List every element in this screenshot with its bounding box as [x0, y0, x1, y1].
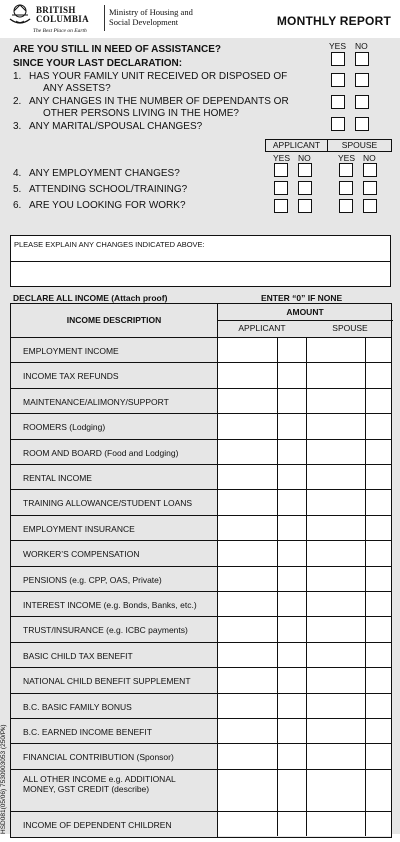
- amount-cell-divider: [306, 718, 307, 743]
- applicant-amount-dollars-cell[interactable]: [218, 363, 277, 387]
- applicant-amount-dollars-cell[interactable]: [218, 490, 277, 514]
- spouse-amount-dollars-cell[interactable]: [307, 694, 365, 718]
- amount-header-divider: [217, 320, 393, 321]
- amount-cell-divider: [365, 337, 366, 362]
- income-row-label: FINANCIAL CONTRIBUTION (Sponsor): [23, 752, 174, 763]
- spouse-amount-cents-cell[interactable]: [366, 414, 391, 438]
- income-row: [11, 693, 391, 718]
- applicant-amount-dollars-cell[interactable]: [218, 440, 277, 464]
- amount-cell-divider: [365, 439, 366, 464]
- q5-spouse-yes-checkbox[interactable]: [339, 181, 353, 195]
- income-row-label: NATIONAL CHILD BENEFIT SUPPLEMENT: [23, 676, 191, 687]
- q1-no-checkbox[interactable]: [355, 73, 369, 87]
- amount-cell-divider: [306, 388, 307, 413]
- applicant-yes-header: YES: [273, 153, 291, 163]
- logo-tagline: The Best Place on Earth: [33, 28, 87, 34]
- spouse-amount-cents-cell[interactable]: [366, 363, 391, 387]
- applicant-amount-cents-cell[interactable]: [278, 414, 306, 438]
- applicant-amount-dollars-cell[interactable]: [218, 465, 277, 489]
- amount-cell-divider: [306, 439, 307, 464]
- spouse-no-header: NO: [363, 153, 376, 163]
- income-row: [11, 413, 391, 438]
- income-table: [10, 303, 392, 838]
- q4-spouse-yes-checkbox[interactable]: [339, 163, 353, 177]
- income-row: [11, 667, 391, 692]
- applicant-amount-dollars-cell[interactable]: [218, 694, 277, 718]
- amount-cell-divider: [365, 693, 366, 718]
- applicant-amount-cents-cell[interactable]: [278, 389, 306, 413]
- income-row-label: ALL OTHER INCOME e.g. ADDITIONAL MONEY, GST CREDIT (describe): [23, 773, 176, 794]
- q5-text: ATTENDING SCHOOL/TRAINING?: [29, 184, 188, 195]
- spouse-amount-cents-cell[interactable]: [366, 440, 391, 464]
- q4-number: 4.: [13, 168, 22, 179]
- income-row-label: ROOMERS (Lodging): [23, 422, 106, 433]
- amount-cell-divider: [277, 540, 278, 565]
- income-row: [11, 811, 391, 836]
- applicant-amount-cents-cell[interactable]: [278, 592, 306, 616]
- spouse-amount-dollars-cell[interactable]: [307, 592, 365, 616]
- applicant-amount-dollars-cell[interactable]: [218, 643, 277, 667]
- amount-cell-divider: [277, 591, 278, 616]
- income-row-label: INTEREST INCOME (e.g. Bonds, Banks, etc.): [23, 600, 197, 610]
- income-row-label: WORKER’S COMPENSATION: [23, 549, 140, 560]
- amount-cell-divider: [306, 413, 307, 438]
- applicant-amount-dollars-cell[interactable]: [218, 414, 277, 438]
- income-row: [11, 616, 391, 641]
- q4-applicant-no-checkbox[interactable]: [298, 163, 312, 177]
- spouse-amount-cents-cell[interactable]: [366, 516, 391, 540]
- explain-divider: [11, 261, 390, 262]
- amount-cell-divider: [277, 616, 278, 641]
- amount-cell-divider: [365, 667, 366, 692]
- spouse-amount-dollars-cell[interactable]: [307, 770, 365, 811]
- amount-applicant-header: APPLICANT: [238, 323, 286, 333]
- spouse-amount-dollars-cell[interactable]: [307, 490, 365, 514]
- income-row-label: EMPLOYMENT INSURANCE: [23, 523, 135, 534]
- q6-text: ARE YOU LOOKING FOR WORK?: [29, 200, 186, 211]
- spouse-yes-header: YES: [338, 153, 356, 163]
- spouse-amount-cents-cell[interactable]: [366, 389, 391, 413]
- income-row-label: BASIC CHILD TAX BENEFIT: [23, 650, 133, 661]
- spouse-amount-dollars-cell[interactable]: [307, 414, 365, 438]
- spouse-amount-dollars-cell[interactable]: [307, 812, 365, 836]
- applicant-amount-dollars-cell[interactable]: [218, 770, 277, 811]
- still-need-question: ARE YOU STILL IN NEED OF ASSISTANCE?: [13, 44, 221, 55]
- bc-crest-icon: [6, 3, 34, 29]
- amount-cell-divider: [306, 540, 307, 565]
- q6-number: 6.: [13, 200, 22, 211]
- q1-text-line2: ANY ASSETS?: [43, 83, 111, 94]
- income-row: [11, 591, 391, 616]
- income-row-label: ROOM AND BOARD (Food and Lodging): [23, 447, 179, 458]
- q4-spouse-no-checkbox[interactable]: [363, 163, 377, 177]
- spouse-amount-dollars-cell[interactable]: [307, 744, 365, 768]
- q3-no-checkbox[interactable]: [355, 117, 369, 131]
- amount-cell-divider: [306, 667, 307, 692]
- amount-cell-divider: [365, 515, 366, 540]
- applicant-amount-dollars-cell[interactable]: [218, 617, 277, 641]
- still-need-no-checkbox[interactable]: [355, 52, 369, 66]
- q1-number: 1.: [13, 71, 22, 82]
- income-row-label: INCOME TAX REFUNDS: [23, 371, 119, 382]
- q3-number: 3.: [13, 121, 22, 132]
- income-row-label: TRUST/INSURANCE (e.g. ICBC payments): [23, 625, 188, 636]
- applicant-amount-cents-cell[interactable]: [278, 516, 306, 540]
- ministry-name: [109, 7, 219, 27]
- amount-cell-divider: [306, 616, 307, 641]
- amount-cell-divider: [277, 388, 278, 413]
- amount-cell-divider: [365, 811, 366, 836]
- spouse-amount-cents-cell[interactable]: [366, 617, 391, 641]
- since-last-declaration: SINCE YOUR LAST DECLARATION:: [13, 58, 183, 69]
- spouse-amount-cents-cell[interactable]: [366, 490, 391, 514]
- spouse-amount-cents-cell[interactable]: [366, 668, 391, 692]
- income-row: [11, 566, 391, 591]
- form-header: [0, 0, 400, 42]
- income-description-header: INCOME DESCRIPTION: [66, 315, 162, 325]
- spouse-amount-dollars-cell[interactable]: [307, 465, 365, 489]
- q2-text-line2: OTHER PERSONS LIVING IN THE HOME?: [43, 108, 239, 119]
- amount-cell-divider: [306, 489, 307, 514]
- income-row-label: B.C. BASIC FAMILY BONUS: [23, 701, 132, 712]
- form-code: HSD081(05/06) 7530903053 (250/Pk): [0, 724, 7, 834]
- ministry-line2: Social Development: [109, 17, 179, 27]
- spouse-amount-dollars-cell[interactable]: [307, 541, 365, 565]
- income-row: [11, 439, 391, 464]
- q4-applicant-yes-checkbox[interactable]: [274, 163, 288, 177]
- amount-cell-divider: [365, 591, 366, 616]
- applicant-amount-cents-cell[interactable]: [278, 440, 306, 464]
- amount-cell-divider: [365, 362, 366, 387]
- declare-income-label: DECLARE ALL INCOME (Attach proof): [13, 293, 168, 303]
- income-row: [11, 540, 391, 565]
- q6-spouse-no-checkbox[interactable]: [363, 199, 377, 213]
- spouse-amount-cents-cell[interactable]: [366, 541, 391, 565]
- q1-text-line1: HAS YOUR FAMILY UNIT RECEIVED OR DISPOSED OF: [29, 71, 288, 82]
- applicant-amount-dollars-cell[interactable]: [218, 592, 277, 616]
- q5-spouse-no-checkbox[interactable]: [363, 181, 377, 195]
- income-row: [11, 515, 391, 540]
- amount-cell-divider: [365, 642, 366, 667]
- spouse-amount-dollars-cell[interactable]: [307, 567, 365, 591]
- no-header: NO: [355, 41, 368, 51]
- logo-text-line1: BRITISH: [36, 5, 76, 15]
- bc-logo: [6, 3, 100, 39]
- spouse-amount-cents-cell[interactable]: [366, 465, 391, 489]
- income-row: [11, 489, 391, 514]
- income-row: [11, 642, 391, 667]
- applicant-amount-cents-cell[interactable]: [278, 719, 306, 743]
- applicant-amount-cents-cell[interactable]: [278, 541, 306, 565]
- applicant-amount-cents-cell[interactable]: [278, 643, 306, 667]
- header-divider: [104, 5, 105, 31]
- amount-cell-divider: [365, 540, 366, 565]
- amount-cell-divider: [277, 464, 278, 489]
- applicant-amount-dollars-cell[interactable]: [218, 567, 277, 591]
- applicant-amount-dollars-cell[interactable]: [218, 516, 277, 540]
- income-row: [11, 388, 391, 413]
- q3-text-line1: ANY MARITAL/SPOUSAL CHANGES?: [29, 121, 203, 132]
- amount-cell-divider: [365, 413, 366, 438]
- income-row: [11, 718, 391, 743]
- amount-cell-divider: [277, 769, 278, 811]
- applicant-amount-dollars-cell[interactable]: [218, 812, 277, 836]
- amount-cell-divider: [365, 718, 366, 743]
- applicant-amount-dollars-cell[interactable]: [218, 338, 277, 362]
- income-row: [11, 464, 391, 489]
- amount-cell-divider: [277, 413, 278, 438]
- spouse-amount-cents-cell[interactable]: [366, 592, 391, 616]
- spouse-amount-dollars-cell[interactable]: [307, 617, 365, 641]
- amount-cell-divider: [306, 362, 307, 387]
- amount-cell-divider: [277, 515, 278, 540]
- applicant-amount-cents-cell[interactable]: [278, 694, 306, 718]
- report-title: MONTHLY REPORT: [276, 14, 391, 28]
- income-row-label: B.C. EARNED INCOME BENEFIT: [23, 727, 152, 737]
- amount-cell-divider: [277, 811, 278, 836]
- amount-cell-divider: [306, 464, 307, 489]
- income-row-label: MAINTENANCE/ALIMONY/SUPPORT: [23, 396, 169, 407]
- amount-cell-divider: [306, 337, 307, 362]
- amount-cell-divider: [365, 566, 366, 591]
- explain-changes-label: PLEASE EXPLAIN ANY CHANGES INDICATED ABOVE:: [14, 240, 205, 249]
- income-row: [11, 769, 391, 811]
- amount-cell-divider: [277, 566, 278, 591]
- spouse-amount-cents-cell[interactable]: [366, 770, 391, 811]
- q3-yes-checkbox[interactable]: [331, 117, 345, 131]
- income-row: [11, 743, 391, 768]
- spouse-amount-dollars-cell[interactable]: [307, 516, 365, 540]
- q2-no-checkbox[interactable]: [355, 95, 369, 109]
- spouse-amount-dollars-cell[interactable]: [307, 338, 365, 362]
- applicant-amount-cents-cell[interactable]: [278, 668, 306, 692]
- spouse-amount-cents-cell[interactable]: [366, 812, 391, 836]
- amount-cell-divider: [277, 693, 278, 718]
- applicant-amount-dollars-cell[interactable]: [218, 389, 277, 413]
- yes-header: YES: [329, 41, 347, 51]
- amount-spouse-header: SPOUSE: [332, 323, 368, 333]
- q6-spouse-yes-checkbox[interactable]: [339, 199, 353, 213]
- q6-applicant-yes-checkbox[interactable]: [274, 199, 288, 213]
- explain-changes-field[interactable]: [10, 235, 391, 287]
- spouse-header: SPOUSE: [327, 139, 392, 152]
- spouse-amount-dollars-cell[interactable]: [307, 363, 365, 387]
- amount-cell-divider: [306, 769, 307, 811]
- applicant-amount-cents-cell[interactable]: [278, 567, 306, 591]
- applicant-amount-cents-cell[interactable]: [278, 465, 306, 489]
- income-row: [11, 362, 391, 387]
- applicant-no-header: NO: [298, 153, 311, 163]
- income-row: [11, 337, 391, 362]
- spouse-amount-dollars-cell[interactable]: [307, 643, 365, 667]
- q2-yes-checkbox[interactable]: [331, 95, 345, 109]
- amount-cell-divider: [365, 743, 366, 768]
- amount-cell-divider: [277, 362, 278, 387]
- q5-number: 5.: [13, 184, 22, 195]
- applicant-amount-dollars-cell[interactable]: [218, 541, 277, 565]
- amount-cell-divider: [365, 769, 366, 811]
- applicant-amount-cents-cell[interactable]: [278, 338, 306, 362]
- amount-cell-divider: [277, 743, 278, 768]
- applicant-amount-cents-cell[interactable]: [278, 770, 306, 811]
- applicant-amount-dollars-cell[interactable]: [218, 744, 277, 768]
- applicant-amount-dollars-cell[interactable]: [218, 719, 277, 743]
- q5-applicant-yes-checkbox[interactable]: [274, 181, 288, 195]
- amount-cell-divider: [277, 489, 278, 514]
- applicant-amount-cents-cell[interactable]: [278, 744, 306, 768]
- spouse-amount-cents-cell[interactable]: [366, 694, 391, 718]
- amount-cell-divider: [306, 591, 307, 616]
- spouse-amount-cents-cell[interactable]: [366, 567, 391, 591]
- amount-cell-divider: [277, 439, 278, 464]
- income-row-label: RENTAL INCOME: [23, 473, 92, 483]
- spouse-amount-cents-cell[interactable]: [366, 338, 391, 362]
- amount-cell-divider: [306, 642, 307, 667]
- still-need-yes-checkbox[interactable]: [331, 52, 345, 66]
- applicant-amount-cents-cell[interactable]: [278, 363, 306, 387]
- q5-applicant-no-checkbox[interactable]: [298, 181, 312, 195]
- income-row-label: INCOME OF DEPENDENT CHILDREN: [23, 819, 172, 830]
- spouse-amount-dollars-cell[interactable]: [307, 440, 365, 464]
- amount-cell-divider: [306, 743, 307, 768]
- amount-cell-divider: [365, 388, 366, 413]
- income-row-label: TRAINING ALLOWANCE/STUDENT LOANS: [23, 498, 193, 509]
- amount-cell-divider: [306, 515, 307, 540]
- applicant-amount-cents-cell[interactable]: [278, 490, 306, 514]
- income-row-label: EMPLOYMENT INCOME: [23, 346, 119, 356]
- applicant-amount-cents-cell[interactable]: [278, 617, 306, 641]
- amount-cell-divider: [306, 693, 307, 718]
- amount-cell-divider: [277, 667, 278, 692]
- amount-cell-divider: [277, 718, 278, 743]
- q4-text: ANY EMPLOYMENT CHANGES?: [29, 168, 180, 179]
- amount-cell-divider: [306, 811, 307, 836]
- q2-text-line1: ANY CHANGES IN THE NUMBER OF DEPENDANTS OR: [29, 96, 289, 107]
- income-row-label: PENSIONS (e.g. CPP, OAS, Private): [23, 574, 162, 585]
- applicant-header: APPLICANT: [265, 139, 328, 152]
- ministry-line1: Ministry of Housing and: [109, 7, 193, 17]
- spouse-amount-dollars-cell[interactable]: [307, 668, 365, 692]
- amount-header: AMOUNT: [286, 307, 324, 317]
- q2-number: 2.: [13, 96, 22, 107]
- amount-cell-divider: [277, 337, 278, 362]
- spouse-amount-dollars-cell[interactable]: [307, 719, 365, 743]
- spouse-amount-cents-cell[interactable]: [366, 643, 391, 667]
- amount-cell-divider: [365, 616, 366, 641]
- amount-cell-divider: [365, 489, 366, 514]
- spouse-amount-dollars-cell[interactable]: [307, 389, 365, 413]
- amount-cell-divider: [277, 642, 278, 667]
- q6-applicant-no-checkbox[interactable]: [298, 199, 312, 213]
- applicant-amount-cents-cell[interactable]: [278, 812, 306, 836]
- spouse-amount-cents-cell[interactable]: [366, 744, 391, 768]
- amount-cell-divider: [365, 464, 366, 489]
- amount-cell-divider: [306, 566, 307, 591]
- enter-zero-label: ENTER “0” IF NONE: [261, 293, 343, 303]
- q1-yes-checkbox[interactable]: [331, 73, 345, 87]
- logo-text-line2: COLUMBIA: [36, 14, 89, 24]
- spouse-amount-cents-cell[interactable]: [366, 719, 391, 743]
- applicant-amount-dollars-cell[interactable]: [218, 668, 277, 692]
